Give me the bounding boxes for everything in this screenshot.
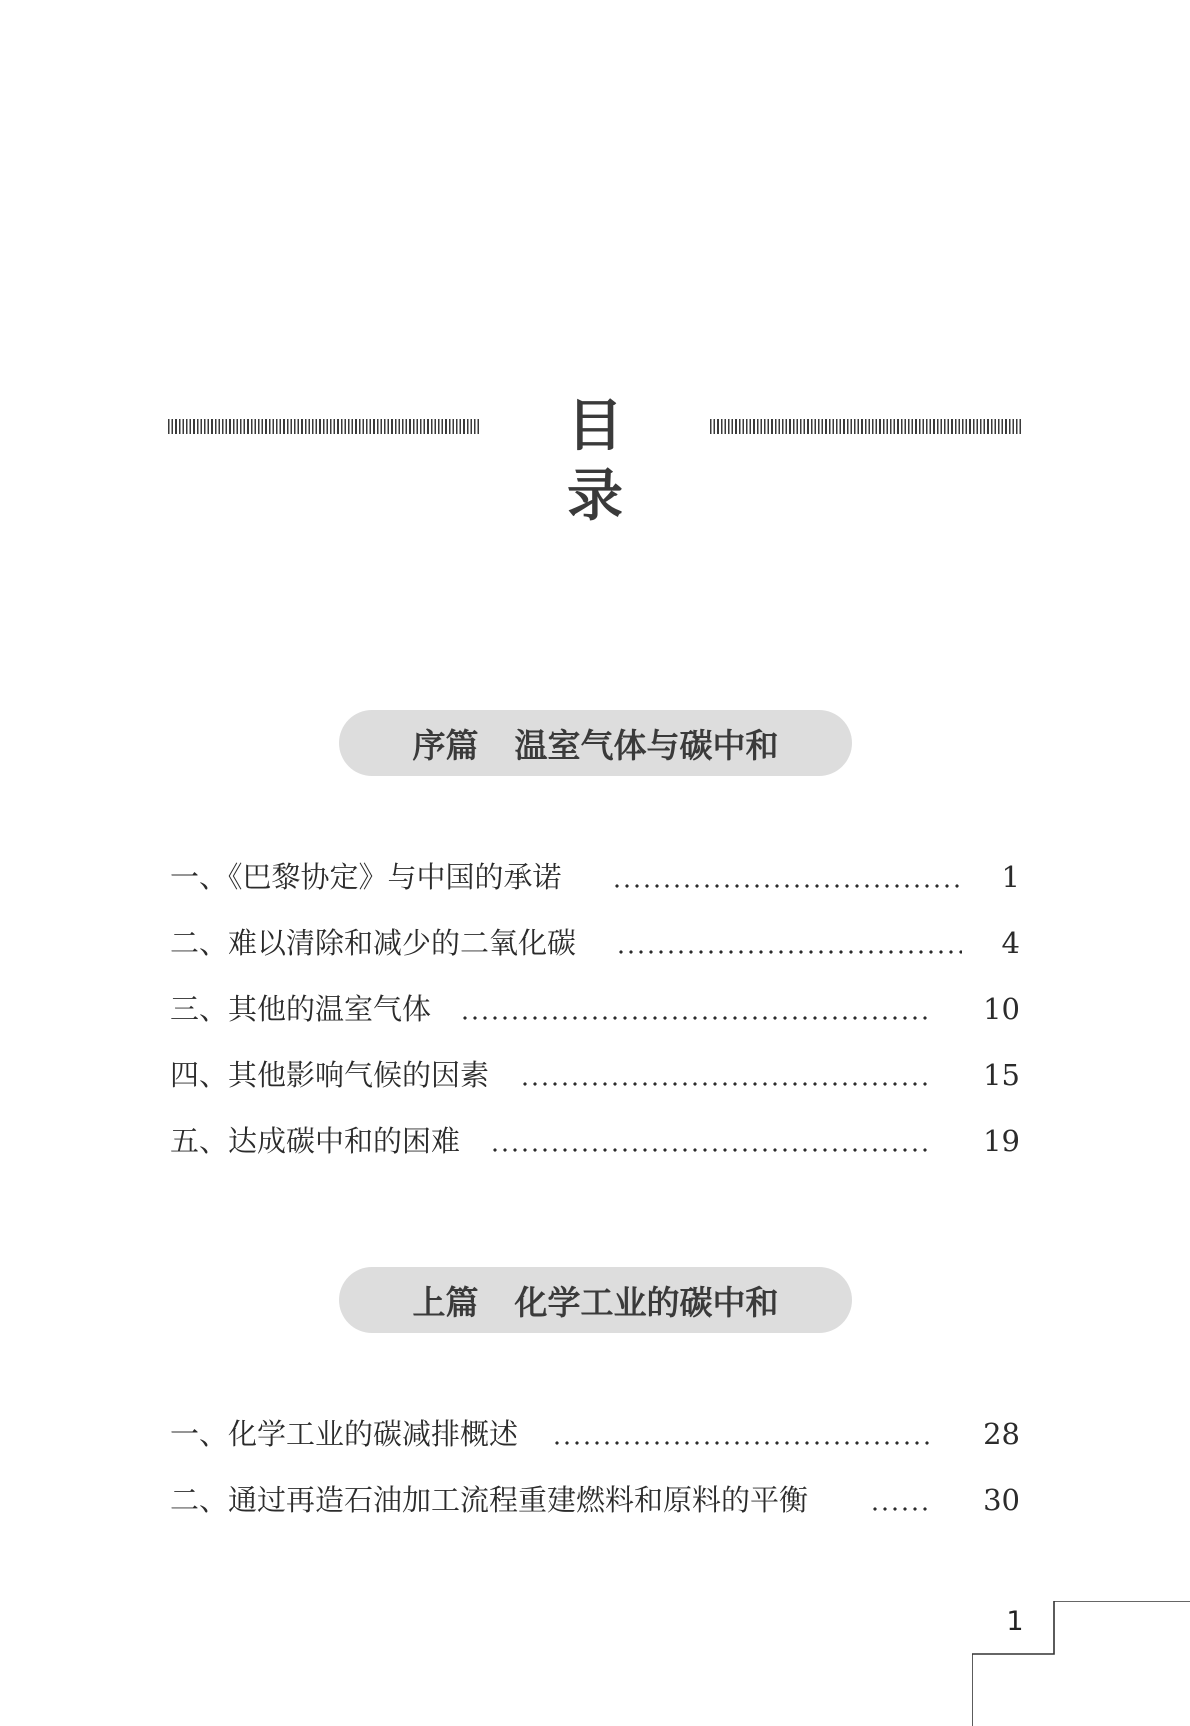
section-heading-part-one[interactable] (339, 1267, 852, 1333)
dot-leader (870, 1480, 930, 1520)
toc-entry-label: 二、难以清除和减少的二氧化碳 (170, 926, 577, 960)
dot-leader (520, 1055, 930, 1095)
toc-entry[interactable] (170, 923, 1020, 963)
section-part-title: 化学工业的碳中和 (514, 1282, 779, 1322)
toc-entry-page: 10 (983, 992, 1020, 1026)
toc-entry[interactable] (170, 1121, 1020, 1161)
toc-entry[interactable] (170, 1480, 1020, 1520)
toc-entry-label: 三、其他的温室气体 (170, 992, 432, 1026)
toc-entry-page: 1 (1001, 860, 1020, 894)
toc-entry[interactable] (170, 1055, 1020, 1095)
dot-leader (612, 857, 962, 897)
toc-entry-page: 19 (983, 1124, 1020, 1158)
dot-leader (616, 923, 962, 963)
dot-leader (460, 989, 930, 1029)
page-title: 目录 (567, 394, 645, 529)
page-number: 1 (1006, 1606, 1024, 1637)
toc-entry-label: 四、其他影响气候的因素 (170, 1058, 490, 1092)
toc-entry-page: 4 (1001, 926, 1020, 960)
section-part-title: 温室气体与碳中和 (514, 725, 779, 765)
dot-leader (490, 1121, 930, 1161)
dot-leader (552, 1414, 930, 1454)
toc-entry-label: 二、通过再造石油加工流程重建燃料和原料的平衡 (170, 1483, 809, 1517)
toc-entry-page: 15 (983, 1058, 1020, 1092)
toc-entry-page: 28 (983, 1417, 1020, 1451)
toc-entry[interactable] (170, 989, 1020, 1029)
section-heading-prologue[interactable] (339, 710, 852, 776)
toc-entry-page: 30 (983, 1483, 1020, 1517)
toc-title-bar (168, 392, 1022, 529)
title-right-hatch (710, 419, 1022, 434)
toc-entry[interactable] (170, 1414, 1020, 1454)
section-part-label: 序篇 (412, 725, 479, 765)
title-left-hatch (168, 419, 480, 434)
toc-entry-label: 一、化学工业的碳减排概述 (170, 1417, 519, 1451)
toc-entry-label: 五、达成碳中和的困难 (170, 1124, 461, 1158)
toc-entry[interactable] (170, 857, 1020, 897)
section-part-label: 上篇 (412, 1282, 479, 1322)
toc-entry-label: 一、《巴黎协定》与中国的承诺 (170, 860, 562, 894)
